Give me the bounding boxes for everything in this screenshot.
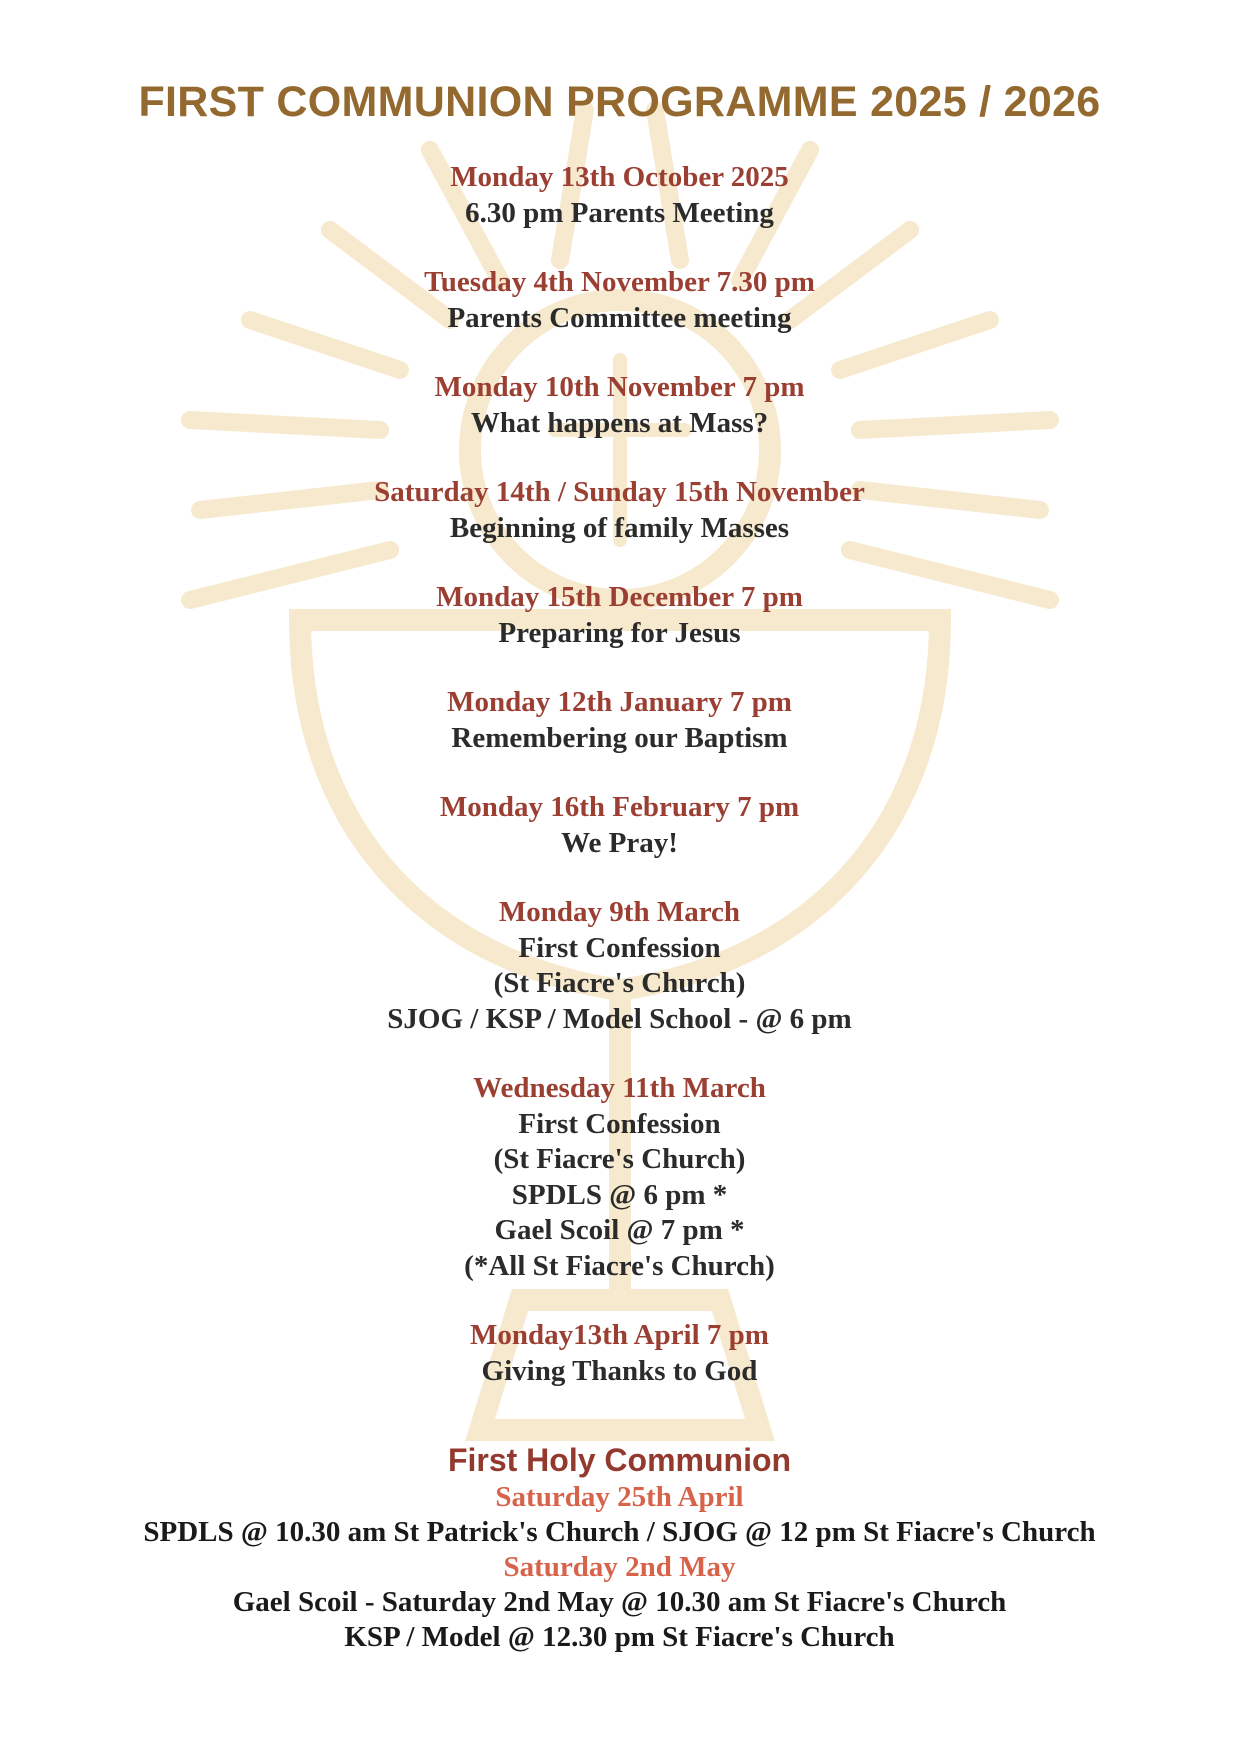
event-description: Preparing for Jesus (498, 616, 741, 649)
event-note: (*All St Fiacre's Church) (464, 1249, 775, 1282)
event-item (0, 895, 1239, 1037)
event-description: Giving Thanks to God (481, 1354, 758, 1387)
event-schools: SJOG / KSP / Model School - @ 6 pm (387, 1002, 852, 1035)
page-title: FIRST COMMUNION PROGRAMME 2025 / 2026 (138, 78, 1101, 126)
event-description: What happens at Mass? (470, 406, 769, 439)
section-heading: First Holy Communion (447, 1442, 792, 1478)
event-item (0, 265, 1239, 336)
event-date: Saturday 14th / Sunday 15th November (374, 476, 865, 508)
event-item (0, 370, 1239, 441)
event-date: Monday 15th December 7 pm (436, 581, 803, 613)
event-schools: SPDLS @ 6 pm * (511, 1178, 728, 1211)
event-description: 6.30 pm Parents Meeting (465, 196, 774, 229)
event-date: Wednesday 11th March (473, 1072, 766, 1104)
event-date: Monday 12th January 7 pm (447, 686, 792, 718)
event-item (0, 160, 1239, 231)
communion-details: Gael Scoil - Saturday 2nd May @ 10.30 am St Fiacre's Church (232, 1586, 1007, 1618)
event-item (0, 685, 1239, 756)
event-item (0, 1071, 1239, 1284)
event-list (0, 160, 1239, 1423)
event-description: We Pray! (561, 826, 678, 859)
event-description: Remembering our Baptism (451, 721, 788, 754)
event-item (0, 790, 1239, 861)
event-location: (St Fiacre's Church) (493, 1143, 746, 1175)
event-location: (St Fiacre's Church) (493, 967, 746, 999)
event-item (0, 580, 1239, 651)
communion-details: SPDLS @ 10.30 am St Patrick's Church / SJOG @ 12 pm St Fiacre's Church (143, 1516, 1096, 1548)
event-date: Monday 10th November 7 pm (434, 371, 805, 403)
event-item (0, 1318, 1239, 1389)
event-description: First Confession (518, 931, 721, 964)
event-date: Tuesday 4th November 7.30 pm (424, 266, 815, 298)
event-schools: Gael Scoil @ 7 pm * (494, 1214, 745, 1246)
event-date: Monday 16th February 7 pm (439, 791, 800, 823)
communion-details: KSP / Model @ 12.30 pm St Fiacre's Church (344, 1621, 895, 1653)
first-holy-communion-section (0, 1440, 1239, 1655)
event-description: Beginning of family Masses (449, 511, 790, 544)
event-date: Monday13th April 7 pm (470, 1319, 769, 1351)
event-description: First Confession (518, 1107, 721, 1140)
event-item (0, 475, 1239, 546)
event-description: Parents Committee meeting (447, 301, 792, 334)
communion-date: Saturday 25th April (495, 1481, 744, 1513)
event-date: Monday 13th October 2025 (450, 161, 789, 193)
event-date: Monday 9th March (498, 896, 741, 928)
communion-date: Saturday 2nd May (503, 1551, 736, 1583)
